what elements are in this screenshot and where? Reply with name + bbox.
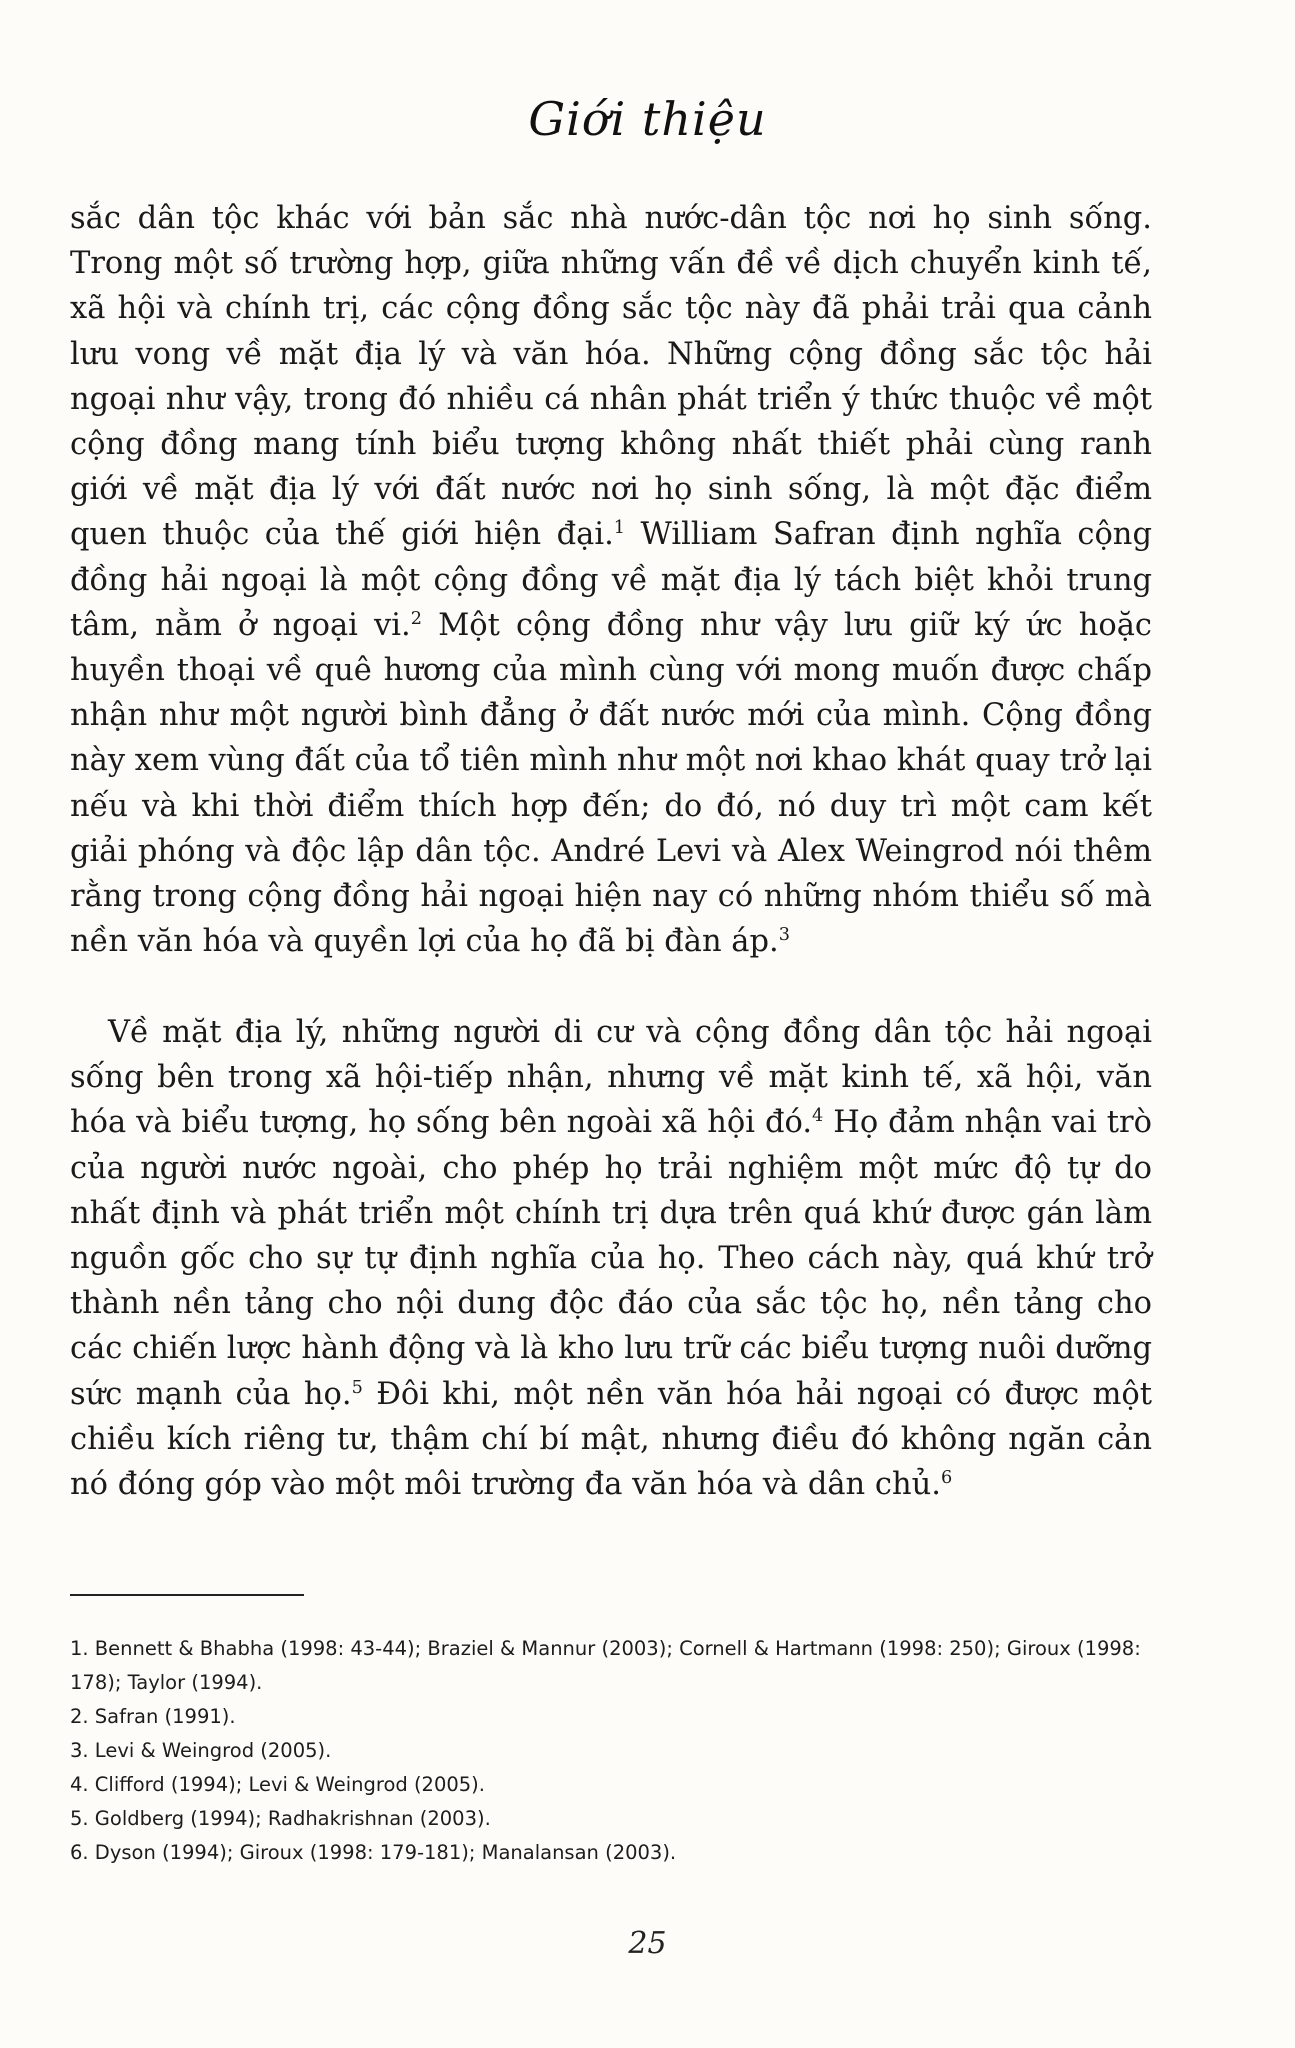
paragraph-text: Họ đảm nhận vai trò của người nước ngoài, cho phép họ trải nghiệm một mức độ tự do nhất định và phát triển một chính trị dựa trên quá khứ được gán làm nguồn gốc cho sự tự định nghĩa của họ. Theo cách này, quá khứ trở thành nền tảng cho nội dung độc đáo của sắc tộc họ, nền tảng cho các chiến lược hành động và là kho lưu trữ các biểu tượng nuôi dưỡng sức mạnh của họ.	[70, 1105, 1152, 1412]
footnote-list	[70, 1632, 1152, 1870]
footnote-item: 6. Dyson (1994); Giroux (1998: 179-181); Manalansan (2003).	[70, 1841, 677, 1864]
paragraph-text: Về mặt địa lý, những người di cư và cộng đồng dân tộc hải ngoại sống bên trong xã hội-tiếp nhận, nhưng về mặt kinh tế, xã hội, văn hóa và biểu tượng, họ sống bên ngoài xã hội đó.	[70, 1015, 1152, 1141]
footnote-item: 1. Bennett & Bhabha (1998: 43-44); Braziel & Mannur (2003); Cornell & Hartmann (1998: 250); Giroux (1998: 178); Taylor (1994).	[70, 1637, 1141, 1694]
paragraph-text: William Safran định nghĩa cộng đồng hải ngoại là một cộng đồng về mặt địa lý tách biệt khỏi trung tâm, nằm ở ngoại vi.	[70, 517, 1152, 643]
footnote-ref-4[interactable]: 4	[812, 1106, 824, 1127]
footnote-item: 2. Safran (1991).	[70, 1705, 236, 1728]
footnote-item: 3. Levi & Weingrod (2005).	[70, 1739, 332, 1762]
body-paragraph-2	[70, 1010, 1152, 1507]
body-paragraph-1	[70, 196, 1152, 964]
footnote-ref-3[interactable]: 3	[778, 925, 790, 946]
footnote-ref-2[interactable]: 2	[410, 608, 422, 629]
footnote-divider	[70, 1594, 304, 1596]
paragraph-text: Một cộng đồng như vậy lưu giữ ký ức hoặc huyền thoại về quê hương của mình cùng với mong muốn được chấp nhận như một người bình đẳng ở đất nước mới của mình. Cộng đồng này xem vùng đất của tổ tiên mình như một nơi khao khát quay trở lại nếu và khi thời điểm thích hợp đến; do đó, nó duy trì một cam kết giải phóng và độc lập dân tộc. André Levi và Alex Weingrod nói thêm rằng trong cộng đồng hải ngoại hiện nay có những nhóm thiểu số mà nền văn hóa và quyền lợi của họ đã bị đàn áp.	[70, 607, 1152, 960]
footnote-ref-5[interactable]: 5	[351, 1377, 363, 1398]
footnote-item: 5. Goldberg (1994); Radhakrishnan (2003).	[70, 1807, 491, 1830]
footnote-ref-6[interactable]: 6	[940, 1467, 953, 1488]
paragraph-text: sắc dân tộc khác với bản sắc nhà nước-dân tộc nơi họ sinh sống. Trong một số trường hợp, giữa những vấn đề về dịch chuyển kinh tế, xã hội và chính trị, các cộng đồng sắc tộc này đã phải trải qua cảnh lưu vong về mặt địa lý và văn hóa. Những cộng đồng sắc tộc hải ngoại như vậy, trong đó nhiều cá nhân phát triển ý thức thuộc về một cộng đồng mang tính biểu tượng không nhất thiết phải cùng ranh giới về mặt địa lý với đất nước nơi họ sinh sống, là một đặc điểm quen thuộc của thế giới hiện đại.	[70, 201, 1152, 553]
running-header: Giới thiệu	[528, 92, 767, 146]
paragraph-text: Đôi khi, một nền văn hóa hải ngoại có được một chiều kích riêng tư, thậm chí bí mật, nhưng điều đó không ngăn cản nó đóng góp vào một môi trường đa văn hóa và dân chủ.	[70, 1376, 1152, 1503]
footnote-item: 4. Clifford (1994); Levi & Weingrod (2005).	[70, 1773, 485, 1796]
footnote-ref-1[interactable]: 1	[613, 518, 626, 539]
page-number: 25	[628, 1926, 667, 1961]
